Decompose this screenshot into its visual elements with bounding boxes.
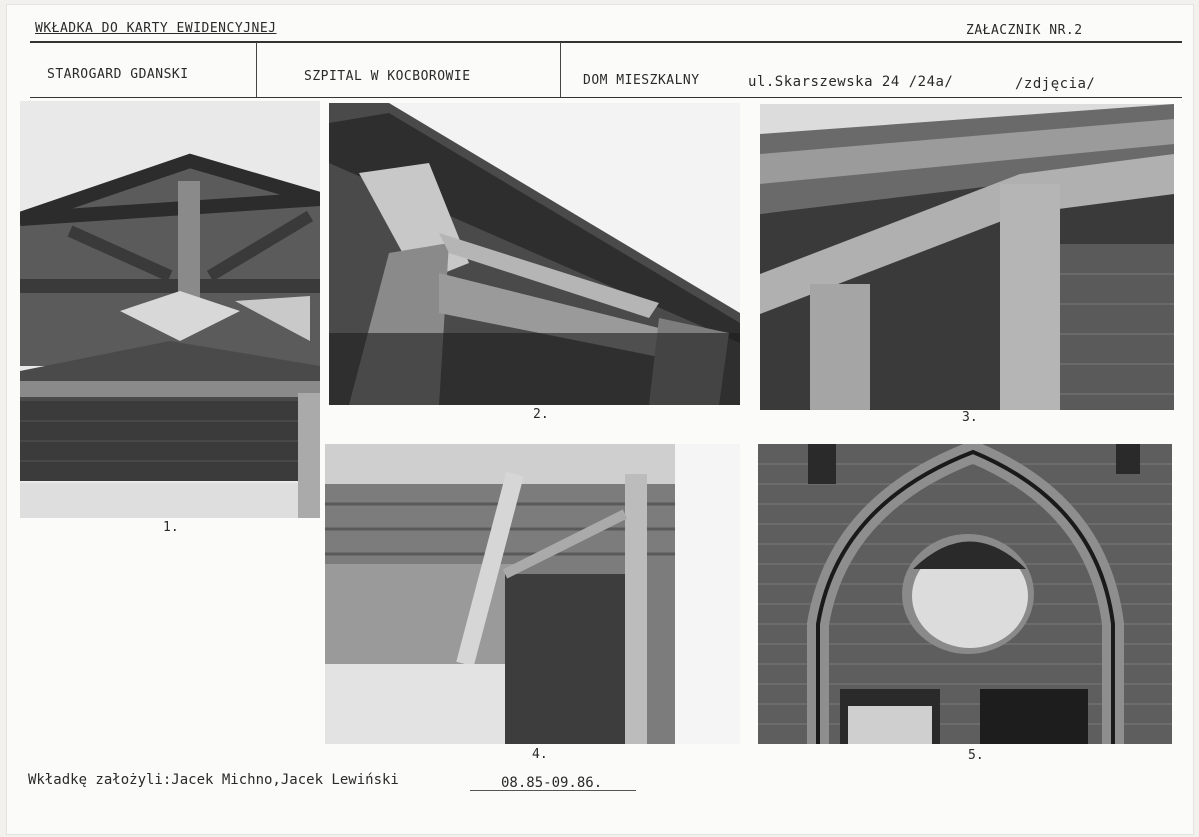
content-type: /zdjęcia/ (1015, 76, 1096, 92)
header-divider-2 (560, 42, 561, 98)
photo-3-eave-corner (760, 104, 1174, 410)
town-name: STAROGARD GDANSKI (47, 67, 189, 82)
photo-4-soffit-downpipe (325, 444, 740, 744)
photo-number-1: 1. (163, 520, 179, 535)
photo-number-4: 4. (532, 747, 548, 762)
attachment-label: ZAŁACZNIK NR.2 (966, 23, 1083, 38)
header-divider-1 (256, 42, 257, 98)
date-range: 08.85-09.86. (501, 775, 603, 791)
photo-number-5: 5. (968, 748, 984, 763)
authors-note: Wkładkę założyli:Jacek Michno,Jacek Lewiński (28, 772, 399, 788)
photo-5-gothic-arch-window (758, 444, 1172, 744)
building-type: DOM MIESZKALNY (583, 73, 700, 88)
photo-1-gable-truss (20, 101, 320, 518)
footer-underline (470, 790, 636, 791)
header-top-rule (30, 41, 1182, 43)
photo-number-2: 2. (533, 407, 549, 422)
address: ul.Skarszewska 24 /24a/ (748, 74, 954, 90)
photo-2-eave-bracket (329, 103, 740, 405)
header-bottom-rule (30, 97, 1182, 98)
photo-number-3: 3. (962, 410, 978, 425)
site-name: SZPITAL W KOCBOROWIE (304, 69, 471, 84)
form-title: WKŁADKA DO KARTY EWIDENCYJNEJ (35, 21, 277, 36)
